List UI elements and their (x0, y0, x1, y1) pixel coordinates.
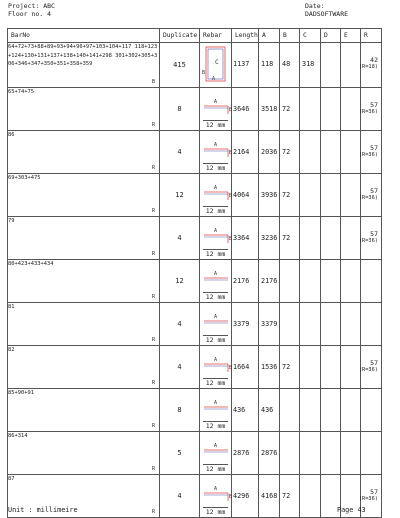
dim-e-cell (341, 217, 361, 260)
length-value: 1664 (233, 363, 250, 371)
barno-cell (8, 131, 160, 174)
duplicate-cell (160, 88, 200, 131)
table-row (8, 389, 382, 432)
bar-mark-label: R (151, 465, 155, 472)
company-label: DADSOFTWARE (305, 10, 349, 18)
dim-c-cell (300, 131, 321, 174)
svg-text:B: B (229, 494, 232, 500)
radius-cell (358, 346, 382, 389)
svg-text:A: A (214, 443, 218, 449)
barno-text: 86 (8, 132, 15, 138)
svg-text:B: B (202, 70, 206, 76)
dim-a-cell (259, 131, 280, 174)
radius-cell (361, 260, 382, 303)
rebar-shape-cell (200, 217, 232, 260)
duplicate-value: 4 (177, 234, 182, 242)
duplicate-cell (160, 303, 200, 346)
dim-b-cell (280, 217, 300, 260)
radius-sub-value: (R=36) (358, 367, 378, 373)
table-header-row (8, 29, 382, 43)
dim-e-cell (341, 432, 361, 475)
dim-a-cell (259, 260, 280, 303)
rebar-shape-cell (200, 260, 232, 303)
dim-a-value: 3936 (261, 191, 278, 199)
length-value: 3646 (233, 105, 250, 113)
bar-mark-label: R (151, 207, 155, 214)
col-header-length: Length (232, 29, 259, 43)
dim-d-cell (321, 260, 341, 303)
length-cell (232, 217, 259, 260)
radius-value: 57 (370, 488, 378, 496)
length-cell (232, 260, 259, 303)
dim-e-cell (341, 346, 361, 389)
bar-diameter-label: 12 mm (205, 465, 226, 473)
duplicate-cell (160, 43, 200, 88)
radius-sub-value: (R=36) (358, 238, 378, 244)
length-cell (232, 303, 259, 346)
bar-mark-label: R (151, 422, 155, 429)
rebar-shape-cell (200, 303, 232, 346)
dim-a-value: 436 (261, 406, 274, 414)
dim-e-cell (341, 88, 361, 131)
barno-text: 65+74+75 (8, 89, 34, 95)
floor-label: Floor no. 4 (8, 10, 52, 18)
col-header-e: E (341, 29, 361, 43)
dim-b-value: 72 (282, 363, 291, 371)
dim-c-cell (300, 475, 321, 518)
dim-b-cell (280, 174, 300, 217)
dim-a-value: 3518 (261, 105, 278, 113)
dim-b-value: 72 (282, 105, 291, 113)
radius-block (359, 102, 378, 116)
table-row (8, 131, 382, 174)
dim-a-cell (259, 88, 280, 131)
barno-text: 81 (8, 304, 15, 310)
dim-b-cell (280, 389, 300, 432)
bar-mark-label: R (151, 336, 155, 343)
col-header-b: B (280, 29, 300, 43)
radius-block (359, 188, 378, 202)
dim-c-cell (300, 43, 321, 88)
rebar-shape-cell (200, 432, 232, 475)
length-value: 436 (233, 406, 246, 414)
table-row (8, 88, 382, 131)
col-header-c: C (300, 29, 321, 43)
dim-b-value: 72 (282, 492, 291, 500)
barno-cell (8, 217, 160, 260)
dim-b-cell (280, 131, 300, 174)
bar-mark-label: B (151, 78, 155, 85)
dim-b-cell (280, 88, 300, 131)
radius-cell (361, 432, 382, 475)
dim-c-cell (300, 346, 321, 389)
svg-text:A: A (214, 142, 218, 148)
table-row (8, 432, 382, 475)
duplicate-value: 8 (177, 105, 182, 113)
bar-diameter-label: 12 mm (205, 207, 226, 215)
dim-b-cell (280, 432, 300, 475)
radius-block (359, 489, 378, 503)
dim-b-cell (280, 346, 300, 389)
bar-mark-label: R (151, 379, 155, 386)
svg-text:A: A (214, 400, 218, 406)
duplicate-value: 12 (175, 191, 184, 199)
dim-a-cell (259, 43, 280, 88)
radius-value: 57 (370, 230, 378, 238)
barno-text: 79 (8, 218, 15, 224)
dim-b-value: 72 (282, 191, 291, 199)
dim-a-value: 118 (261, 60, 274, 68)
bar-diameter-label: 12 mm (205, 508, 226, 516)
svg-text:A: A (214, 486, 218, 492)
dim-b-cell (280, 475, 300, 518)
duplicate-cell (160, 475, 200, 518)
radius-value: 57 (370, 144, 378, 152)
rebar-shape-cell (200, 389, 232, 432)
svg-text:A: A (214, 314, 218, 320)
dim-c-cell (300, 432, 321, 475)
unit-label: Unit : millimeire (8, 506, 78, 514)
svg-text:A: A (214, 228, 218, 234)
radius-block (359, 360, 378, 374)
dim-a-cell (259, 475, 280, 518)
rebar-shape-cell (200, 88, 232, 131)
dim-a-value: 2876 (261, 449, 278, 457)
dim-b-value: 48 (282, 60, 291, 68)
length-value: 4296 (233, 492, 250, 500)
dim-d-cell (321, 88, 341, 131)
radius-cell (361, 303, 382, 346)
duplicate-value: 4 (177, 148, 182, 156)
length-value: 2176 (233, 277, 250, 285)
duplicate-value: 4 (177, 363, 182, 371)
radius-sub-value: (R=36) (358, 496, 378, 502)
duplicate-cell (160, 346, 200, 389)
rebar-shape-cell (200, 43, 232, 88)
duplicate-cell (160, 131, 200, 174)
bar-diameter-label: 12 mm (205, 250, 226, 258)
duplicate-cell (160, 389, 200, 432)
dim-a-value: 2176 (261, 277, 278, 285)
table-row (8, 346, 382, 389)
col-header-rebar: Rebar (200, 29, 232, 43)
duplicate-value: 415 (173, 61, 186, 69)
dim-e-cell (341, 303, 361, 346)
col-header-d: D (321, 29, 341, 43)
barno-text: 69+303+475 (8, 175, 41, 181)
svg-text:A: A (214, 185, 218, 191)
length-value: 2876 (233, 449, 250, 457)
length-cell (232, 131, 259, 174)
col-header-a: A (259, 29, 280, 43)
dim-d-cell (321, 217, 341, 260)
length-value: 1137 (233, 60, 250, 68)
length-cell (232, 43, 259, 88)
bar-mark-label: R (151, 164, 155, 171)
dim-a-cell (259, 389, 280, 432)
length-cell (232, 174, 259, 217)
rebar-shape-cell (200, 131, 232, 174)
dim-e-cell (341, 389, 361, 432)
table-row (8, 43, 382, 88)
radius-cell (361, 389, 382, 432)
dim-d-cell (321, 43, 341, 88)
radius-value: 57 (370, 101, 378, 109)
duplicate-cell (160, 260, 200, 303)
barno-cell (8, 43, 160, 88)
rebar-shape-drawing (200, 43, 232, 85)
rebar-shape-cell (200, 475, 232, 518)
duplicate-cell (160, 217, 200, 260)
dim-d-cell (321, 174, 341, 217)
barno-text: 86+314 (8, 433, 28, 439)
bar-mark-label: R (151, 508, 155, 515)
barno-text: 64+72+73+88+89+93+94+96+97+103+104+117 118+123+124+130+131+137+138+140+141+298 301+302+305+306+346+347+350+351+358+359 (8, 44, 158, 67)
dim-a-cell (259, 346, 280, 389)
dim-c-cell (300, 260, 321, 303)
svg-text:B: B (229, 365, 232, 371)
dim-a-value: 3379 (261, 320, 278, 328)
bar-diameter-label: 12 mm (205, 121, 226, 129)
rebar-schedule-table (7, 28, 382, 518)
dim-c-cell (300, 303, 321, 346)
dim-a-cell (259, 217, 280, 260)
bar-diameter-label: 12 mm (205, 422, 226, 430)
dim-b-value: 72 (282, 234, 291, 242)
bar-diameter-label: 12 mm (205, 379, 226, 387)
dim-c-cell (300, 217, 321, 260)
col-header-duplicate: Duplicate (160, 29, 200, 43)
length-value: 4064 (233, 191, 250, 199)
radius-value: 42 (370, 56, 378, 64)
dim-c-cell (300, 88, 321, 131)
length-cell (232, 389, 259, 432)
dim-a-cell (259, 303, 280, 346)
barno-cell (8, 389, 160, 432)
bar-mark-label: R (151, 293, 155, 300)
col-header-barno: BarNo (8, 29, 160, 43)
radius-block (359, 231, 378, 245)
duplicate-value: 4 (177, 492, 182, 500)
bar-mark-label: R (151, 121, 155, 128)
dim-c-cell (300, 389, 321, 432)
radius-cell (358, 174, 382, 217)
length-cell (232, 88, 259, 131)
length-value: 3379 (233, 320, 250, 328)
barno-text: 80+423+433+434 (8, 261, 54, 267)
dim-d-cell (321, 303, 341, 346)
barno-text: 87 (8, 476, 15, 482)
duplicate-value: 4 (177, 320, 182, 328)
length-cell (232, 432, 259, 475)
page-number: Page 43 (337, 506, 366, 514)
dim-a-value: 2036 (261, 148, 278, 156)
length-value: 2164 (233, 148, 250, 156)
dim-e-cell (341, 260, 361, 303)
duplicate-value: 8 (177, 406, 182, 414)
radius-value: 57 (370, 359, 378, 367)
radius-cell (358, 88, 382, 131)
radius-sub-value: (R=36) (358, 152, 378, 158)
svg-text:A: A (214, 99, 218, 105)
barno-cell (8, 346, 160, 389)
bar-diameter-label: 12 mm (205, 336, 226, 344)
radius-block (359, 57, 378, 71)
dim-b-value: 72 (282, 148, 291, 156)
rebar-shape-cell (200, 174, 232, 217)
radius-block (359, 145, 378, 159)
dim-b-cell (280, 303, 300, 346)
dim-e-cell (341, 43, 361, 88)
length-value: 3364 (233, 234, 250, 242)
dim-d-cell (321, 131, 341, 174)
svg-text:B: B (229, 193, 232, 199)
dim-e-cell (341, 131, 361, 174)
project-label: Project: ABC (8, 2, 55, 10)
radius-cell (358, 43, 382, 88)
rebar-shape-cell (200, 346, 232, 389)
svg-text:B: B (229, 150, 232, 156)
duplicate-cell (160, 174, 200, 217)
barno-cell (8, 303, 160, 346)
dim-d-cell (321, 432, 341, 475)
svg-text:C: C (215, 59, 219, 66)
dim-a-value: 1536 (261, 363, 278, 371)
duplicate-cell (160, 432, 200, 475)
dim-e-cell (341, 174, 361, 217)
svg-text:A: A (214, 271, 218, 277)
barno-cell (8, 88, 160, 131)
svg-text:B: B (229, 107, 232, 113)
dim-a-value: 4168 (261, 492, 278, 500)
length-cell (232, 475, 259, 518)
barno-cell (8, 432, 160, 475)
bar-diameter-label: 12 mm (205, 293, 226, 301)
dim-c-value: 318 (302, 60, 315, 68)
radius-sub-value: (R=36) (358, 195, 378, 201)
col-header-r: R (361, 29, 382, 43)
bar-diameter-label: 12 mm (205, 164, 226, 172)
length-cell (232, 346, 259, 389)
date-label: Date: (305, 2, 325, 10)
svg-text:A: A (214, 357, 218, 363)
barno-cell (8, 260, 160, 303)
dim-a-cell (259, 174, 280, 217)
dim-b-cell (280, 260, 300, 303)
dim-d-cell (321, 346, 341, 389)
radius-sub-value: (R=36) (358, 109, 378, 115)
table-row (8, 260, 382, 303)
dim-c-cell (300, 174, 321, 217)
radius-value: 57 (370, 187, 378, 195)
table-row (8, 217, 382, 260)
dim-b-cell (280, 43, 300, 88)
dim-a-value: 3236 (261, 234, 278, 242)
barno-cell (8, 174, 160, 217)
svg-text:A: A (212, 76, 216, 82)
duplicate-value: 5 (177, 449, 182, 457)
table-row (8, 174, 382, 217)
dim-d-cell (321, 389, 341, 432)
duplicate-value: 12 (175, 277, 184, 285)
radius-cell (358, 217, 382, 260)
svg-text:B: B (229, 236, 232, 242)
barno-text: 85+90+91 (8, 390, 34, 396)
dim-a-cell (259, 432, 280, 475)
radius-sub-value: (R=18) (358, 64, 378, 70)
radius-cell (358, 131, 382, 174)
table-row (8, 303, 382, 346)
barno-text: 82 (8, 347, 15, 353)
bar-mark-label: R (151, 250, 155, 257)
